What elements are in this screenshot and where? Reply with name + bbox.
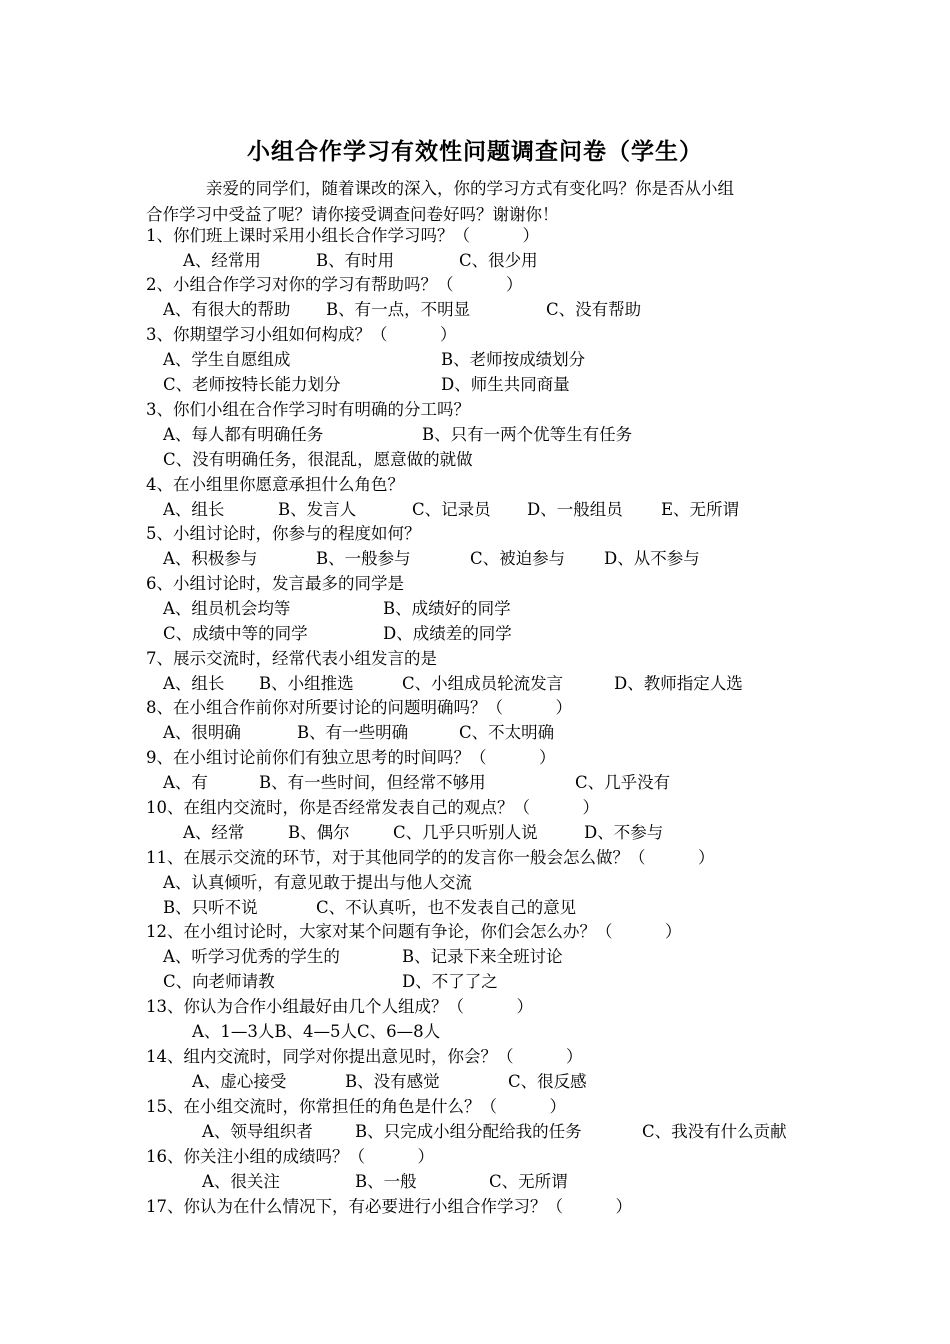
question-3b: 3、你们小组在合作学习时有明确的分工吗？ <box>146 400 470 419</box>
option: A、每人都有明确任务 <box>163 425 324 444</box>
question-5: 5、小组讨论时，你参与的程度如何？ <box>146 524 421 543</box>
page-title: 小组合作学习有效性问题调查问卷（学生） <box>247 139 703 165</box>
question-12: 12、在小组讨论时，大家对某个问题有争论，你们会怎么办？（ ） <box>146 922 682 941</box>
option: B、有一点，不明显 <box>326 300 471 319</box>
option: B、只听不说 <box>163 898 258 917</box>
option: A、很关注 <box>202 1172 280 1191</box>
option: C、几乎没有 <box>575 773 671 792</box>
question-16: 16、你关注小组的成绩吗？（ ） <box>146 1147 434 1166</box>
option: B、有一些时间，但经常不够用 <box>259 773 486 792</box>
option: B、一般参与 <box>316 549 411 568</box>
intro-line: 合作学习中受益了呢？请你接受调查问卷好吗？谢谢你！ <box>146 205 559 224</box>
option: C、不太明确 <box>459 723 555 742</box>
option: A、很明确 <box>163 723 241 742</box>
question-2: 2、小组合作学习对你的学习有帮助吗？（ ） <box>146 275 523 294</box>
option: C、记录员 <box>412 500 491 519</box>
question-14: 14、组内交流时，同学对你提出意见时，你会？（ ） <box>146 1047 583 1066</box>
intro-line: 亲爱的同学们，随着课改的深入，你的学习方式有变化吗？你是否从小组 <box>206 179 734 198</box>
option: B、只完成小组分配给我的任务 <box>355 1122 582 1141</box>
option: A、领导组织者 <box>202 1122 313 1141</box>
option: D、教师指定人选 <box>614 674 743 693</box>
question-11: 11、在展示交流的环节，对于其他同学的的发言你一般会怎么做？（ ） <box>146 848 715 867</box>
question-4: 4、在小组里你愿意承担什么角色？ <box>146 475 404 494</box>
option: A、积极参与 <box>163 549 258 568</box>
option: C、我没有什么贡献 <box>642 1122 787 1141</box>
option: A、虚心接受 <box>192 1072 287 1091</box>
option: C、没有帮助 <box>546 300 642 319</box>
option: A、组长 <box>163 674 225 693</box>
question-17: 17、你认为在什么情况下，有必要进行小组合作学习？（ ） <box>146 1197 632 1216</box>
option: A、听学习优秀的学生的 <box>163 947 340 966</box>
question-6: 6、小组讨论时，发言最多的同学是 <box>146 574 404 593</box>
option: D、成绩差的同学 <box>383 624 512 643</box>
option: B、只有一两个优等生有任务 <box>422 425 633 444</box>
option: B、一般 <box>355 1172 417 1191</box>
option: B、小组推选 <box>259 674 354 693</box>
option: C、很少用 <box>459 251 538 270</box>
option: D、师生共同商量 <box>441 375 570 394</box>
option: E、无所谓 <box>661 500 740 519</box>
option: D、不参与 <box>584 823 664 842</box>
option: A、有 <box>163 773 208 792</box>
option: C、没有明确任务，很混乱，愿意做的就做 <box>163 450 473 469</box>
option: C、成绩中等的同学 <box>163 624 308 643</box>
option: D、不了了之 <box>402 972 498 991</box>
question-15: 15、在小组交流时，你常担任的角色是什么？（ ） <box>146 1097 566 1116</box>
option: C、向老师请教 <box>163 972 275 991</box>
option: D、从不参与 <box>604 549 700 568</box>
intro-paragraph <box>146 176 826 228</box>
question-1: 1、你们班上课时采用小组长合作学习吗？（ ） <box>146 226 539 245</box>
option: A、学生自愿组成 <box>163 350 291 369</box>
option: B、没有感觉 <box>345 1072 440 1091</box>
question-10: 10、在组内交流时，你是否经常发表自己的观点？（ ） <box>146 798 599 817</box>
option: B、有一些明确 <box>297 723 409 742</box>
option: D、一般组员 <box>527 500 623 519</box>
question-3: 3、你期望学习小组如何构成？（ ） <box>146 325 457 344</box>
option: B、成绩好的同学 <box>383 599 511 618</box>
option: B、发言人 <box>278 500 357 519</box>
option: B、偶尔 <box>288 823 350 842</box>
option: A、经常 <box>183 823 245 842</box>
option: C、被迫参与 <box>470 549 566 568</box>
option: C、老师按特长能力划分 <box>163 375 341 394</box>
option: B、老师按成绩划分 <box>441 350 586 369</box>
option: C、几乎只听别人说 <box>393 823 538 842</box>
option: B、有时用 <box>316 251 395 270</box>
option: A、认真倾听，有意见敢于提出与他人交流 <box>163 873 472 892</box>
option: C、小组成员轮流发言 <box>402 674 564 693</box>
option: A、组员机会均等 <box>163 599 291 618</box>
option: A、有很大的帮助 <box>163 300 291 319</box>
question-9: 9、在小组讨论前你们有独立思考的时间吗？（ ） <box>146 748 556 767</box>
option: C、很反感 <box>508 1072 587 1091</box>
question-8: 8、在小组合作前你对所要讨论的问题明确吗？（ ） <box>146 698 572 717</box>
option: B、记录下来全班讨论 <box>402 947 563 966</box>
question-13: 13、你认为合作小组最好由几个人组成？（ ） <box>146 997 533 1016</box>
option: A、1—3人B、4—5人C、6—8人 <box>192 1022 441 1041</box>
option: A、组长 <box>163 500 225 519</box>
option: A、经常用 <box>183 251 261 270</box>
question-7: 7、展示交流时，经常代表小组发言的是 <box>146 649 437 668</box>
option: C、不认真听，也不发表自己的意见 <box>316 898 577 917</box>
option: C、无所谓 <box>489 1172 568 1191</box>
